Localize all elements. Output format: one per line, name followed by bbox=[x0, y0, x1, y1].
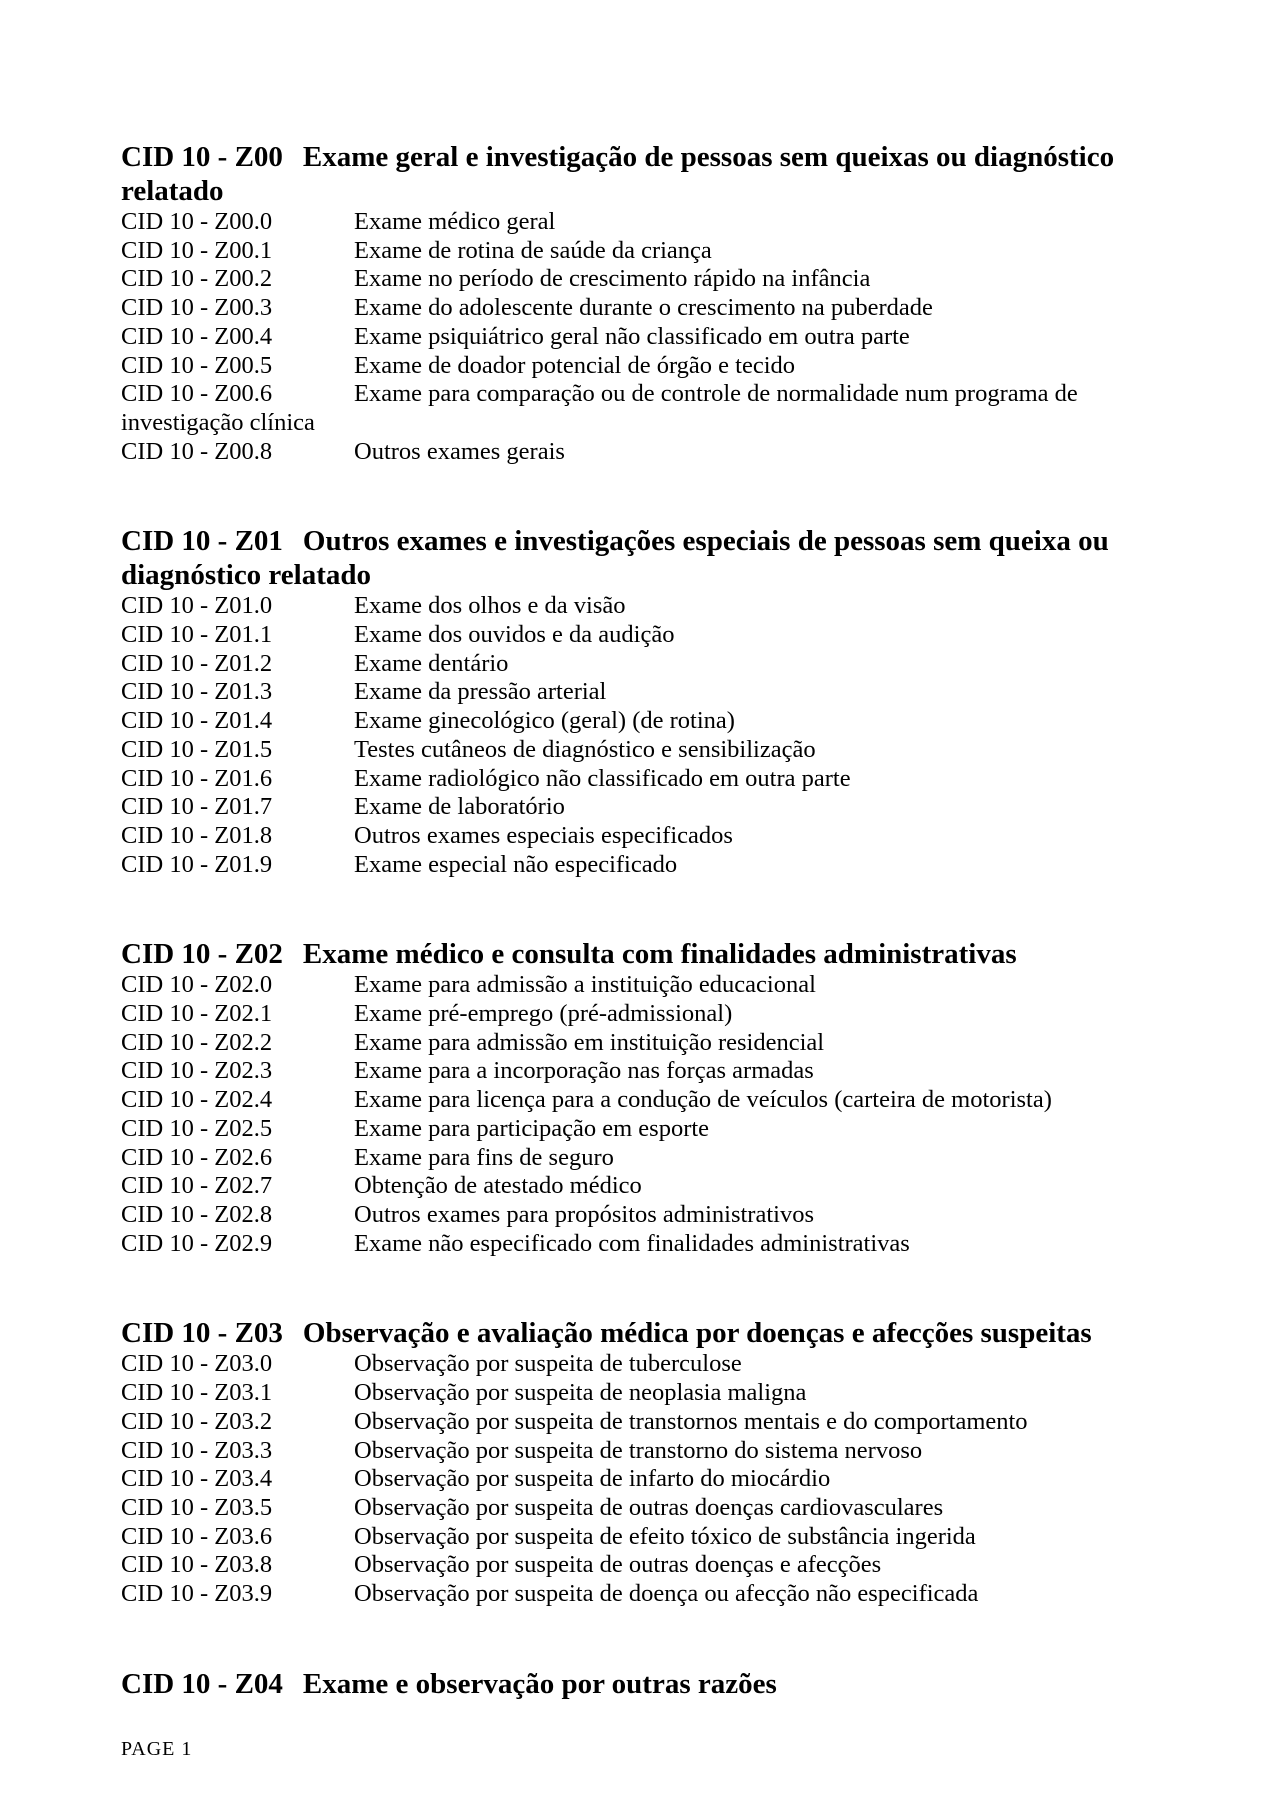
icd-entry bbox=[121, 1115, 1161, 1144]
icd-entry bbox=[121, 265, 1161, 294]
entry-description: Exame radiológico não classificado em outra parte bbox=[354, 764, 851, 792]
icd-entry bbox=[121, 438, 1161, 467]
section-code: CID 10 - Z01 bbox=[121, 525, 283, 558]
entry-code: CID 10 - Z02.8 bbox=[121, 1200, 273, 1228]
entry-description: Exame especial não especificado bbox=[354, 850, 678, 878]
icd-entry bbox=[121, 1437, 1161, 1466]
entry-code: CID 10 - Z02.0 bbox=[121, 971, 273, 999]
icd-entry bbox=[121, 650, 1161, 679]
entry-description: Outros exames gerais bbox=[354, 437, 565, 465]
icd-entry bbox=[121, 592, 1161, 621]
entry-code: CID 10 - Z01.4 bbox=[121, 707, 273, 735]
icd-entry bbox=[121, 1523, 1161, 1552]
icd-entry bbox=[121, 736, 1161, 765]
icd-entry bbox=[121, 1494, 1161, 1523]
entry-description: Exame da pressão arterial bbox=[354, 678, 607, 706]
entry-description: Exame médico geral bbox=[354, 208, 556, 235]
icd-section bbox=[121, 1667, 1161, 1701]
entry-description: Exame de rotina de saúde da criança bbox=[354, 236, 712, 264]
entry-description: Exame no período de crescimento rápido na infância bbox=[354, 265, 871, 293]
icd-entry bbox=[121, 1580, 1161, 1609]
entry-code: CID 10 - Z03.2 bbox=[121, 1407, 273, 1435]
entry-description: Outros exames especiais especificados bbox=[354, 821, 733, 849]
entry-description: Exame dos olhos e da visão bbox=[354, 592, 626, 620]
icd-entry bbox=[121, 294, 1161, 323]
entry-code: CID 10 - Z03.8 bbox=[121, 1551, 273, 1579]
entry-code: CID 10 - Z01.0 bbox=[121, 592, 273, 620]
icd-entry bbox=[121, 1350, 1161, 1379]
entry-description: Observação por suspeita de efeito tóxico de substância ingerida bbox=[354, 1522, 976, 1550]
icd-entry bbox=[121, 1000, 1161, 1029]
entry-code: CID 10 - Z02.4 bbox=[121, 1086, 273, 1114]
icd-entry bbox=[121, 1551, 1161, 1580]
icd-entry bbox=[121, 1144, 1161, 1173]
entry-description: Exame do adolescente durante o crescimento na puberdade bbox=[354, 294, 933, 322]
entry-description: Exame não especificado com finalidades administrativas bbox=[354, 1229, 910, 1257]
entry-code: CID 10 - Z02.1 bbox=[121, 1000, 273, 1028]
section-title: Exame médico e consulta com finalidades administrativas bbox=[302, 938, 1017, 971]
entry-code: CID 10 - Z02.5 bbox=[121, 1114, 273, 1142]
icd-entry bbox=[121, 1201, 1161, 1230]
entry-description: Observação por suspeita de infarto do miocárdio bbox=[354, 1465, 831, 1493]
icd-entry bbox=[121, 352, 1161, 381]
entry-code: CID 10 - Z01.6 bbox=[121, 764, 273, 792]
entry-description: Exame para fins de seguro bbox=[354, 1143, 614, 1171]
section-heading bbox=[121, 937, 1161, 971]
entry-description: Exame para admissão a instituição educacional bbox=[354, 971, 816, 999]
entry-description: Exame psiquiátrico geral não classificado em outra parte bbox=[354, 322, 910, 350]
entry-code: CID 10 - Z03.6 bbox=[121, 1522, 273, 1550]
entry-description: Exame dentário bbox=[354, 649, 509, 677]
entry-code: CID 10 - Z03.5 bbox=[121, 1493, 273, 1521]
icd-section bbox=[121, 1316, 1161, 1608]
section-title: Observação e avaliação médica por doenças e afecções suspeitas bbox=[302, 1317, 1092, 1350]
icd-entry bbox=[121, 1465, 1161, 1494]
entry-description: Outros exames para propósitos administrativos bbox=[354, 1200, 814, 1228]
entry-description: Exame dos ouvidos e da audição bbox=[354, 621, 675, 649]
entry-code: CID 10 - Z01.9 bbox=[121, 850, 273, 878]
entry-description: Exame de doador potencial de órgão e tecido bbox=[354, 351, 796, 379]
icd-section bbox=[121, 140, 1161, 466]
icd-entry bbox=[121, 1379, 1161, 1408]
entry-code: CID 10 - Z02.6 bbox=[121, 1143, 273, 1171]
entry-code: CID 10 - Z01.3 bbox=[121, 678, 273, 706]
entry-code: CID 10 - Z00.2 bbox=[121, 265, 273, 293]
icd-entry bbox=[121, 1230, 1161, 1259]
icd-entry bbox=[121, 1057, 1161, 1086]
icd-section bbox=[121, 937, 1161, 1258]
icd-entry bbox=[121, 1408, 1161, 1437]
icd-entry bbox=[121, 1172, 1161, 1201]
section-heading bbox=[121, 524, 1161, 592]
section-heading bbox=[121, 1667, 1161, 1701]
section-title: Outros exames e investigações especiais de pessoas sem queixa ou diagnóstico relatado bbox=[121, 525, 1109, 592]
entry-description: Exame ginecológico (geral) (de rotina) bbox=[354, 707, 735, 735]
icd-entry bbox=[121, 237, 1161, 266]
entry-code: CID 10 - Z02.3 bbox=[121, 1057, 273, 1085]
icd-entry bbox=[121, 380, 1161, 437]
entry-code: CID 10 - Z00.3 bbox=[121, 294, 273, 322]
icd-entry bbox=[121, 208, 1161, 237]
entry-code: CID 10 - Z01.5 bbox=[121, 735, 273, 763]
entry-code: CID 10 - Z02.7 bbox=[121, 1172, 273, 1200]
section-code: CID 10 - Z02 bbox=[121, 938, 283, 971]
entry-code: CID 10 - Z00.5 bbox=[121, 351, 273, 379]
entry-code: CID 10 - Z00.4 bbox=[121, 322, 273, 350]
entry-code: CID 10 - Z00.0 bbox=[121, 208, 273, 235]
entry-code: CID 10 - Z03.3 bbox=[121, 1436, 273, 1464]
section-title: Exame e observação por outras razões bbox=[302, 1667, 777, 1700]
icd-entry bbox=[121, 971, 1161, 1000]
entry-description: Observação por suspeita de tuberculose bbox=[354, 1350, 742, 1378]
section-title: Exame geral e investigação de pessoas sem queixas ou diagnóstico relatado bbox=[121, 141, 1115, 207]
entry-code: CID 10 - Z00.1 bbox=[121, 236, 273, 264]
entry-description: Exame para licença para a condução de veículos (carteira de motorista) bbox=[354, 1086, 1052, 1114]
entry-code: CID 10 - Z01.7 bbox=[121, 793, 273, 821]
icd-entry bbox=[121, 621, 1161, 650]
entry-code: CID 10 - Z02.9 bbox=[121, 1229, 273, 1257]
entry-description: Observação por suspeita de doença ou afecção não especificada bbox=[354, 1580, 979, 1608]
section-code: CID 10 - Z03 bbox=[121, 1317, 283, 1350]
icd-entry bbox=[121, 851, 1161, 880]
entry-description: Observação por suspeita de transtornos mentais e do comportamento bbox=[354, 1407, 1028, 1435]
entry-description: Exame para comparação ou de controle de normalidade num programa de investigação clínica bbox=[121, 380, 1078, 436]
document-page bbox=[121, 140, 1161, 1701]
entry-code: CID 10 - Z00.8 bbox=[121, 437, 273, 465]
entry-description: Exame de laboratório bbox=[354, 793, 565, 821]
entry-code: CID 10 - Z00.6 bbox=[121, 380, 273, 408]
section-heading bbox=[121, 140, 1161, 208]
icd-entry bbox=[121, 1086, 1161, 1115]
entry-code: CID 10 - Z03.9 bbox=[121, 1580, 273, 1608]
icd-entry bbox=[121, 1029, 1161, 1058]
section-code: CID 10 - Z04 bbox=[121, 1667, 283, 1700]
section-heading bbox=[121, 1316, 1161, 1350]
icd-entry bbox=[121, 822, 1161, 851]
icd-section bbox=[121, 524, 1161, 879]
page-footer: PAGE 1 bbox=[121, 1738, 193, 1760]
entry-description: Exame pré-emprego (pré-admissional) bbox=[354, 1000, 733, 1028]
entry-description: Observação por suspeita de outras doenças e afecções bbox=[354, 1551, 882, 1579]
entry-description: Obtenção de atestado médico bbox=[354, 1172, 642, 1200]
icd-entry bbox=[121, 793, 1161, 822]
entry-code: CID 10 - Z03.4 bbox=[121, 1465, 273, 1493]
entry-code: CID 10 - Z03.0 bbox=[121, 1350, 273, 1378]
entry-code: CID 10 - Z01.8 bbox=[121, 821, 273, 849]
icd-entry bbox=[121, 707, 1161, 736]
entry-code: CID 10 - Z02.2 bbox=[121, 1028, 273, 1056]
section-code: CID 10 - Z00 bbox=[121, 141, 283, 173]
entry-description: Exame para admissão em instituição residencial bbox=[354, 1028, 825, 1056]
entry-code: CID 10 - Z01.2 bbox=[121, 649, 273, 677]
entry-code: CID 10 - Z03.1 bbox=[121, 1379, 273, 1407]
entry-description: Exame para a incorporação nas forças armadas bbox=[354, 1057, 814, 1085]
entry-code: CID 10 - Z01.1 bbox=[121, 621, 273, 649]
icd-entry bbox=[121, 323, 1161, 352]
entry-description: Observação por suspeita de transtorno do sistema nervoso bbox=[354, 1436, 923, 1464]
icd-entry bbox=[121, 678, 1161, 707]
entry-description: Testes cutâneos de diagnóstico e sensibilização bbox=[354, 735, 816, 763]
entry-description: Observação por suspeita de neoplasia maligna bbox=[354, 1379, 807, 1407]
icd-entry bbox=[121, 765, 1161, 794]
entry-description: Observação por suspeita de outras doenças cardiovasculares bbox=[354, 1493, 944, 1521]
entry-description: Exame para participação em esporte bbox=[354, 1114, 710, 1142]
